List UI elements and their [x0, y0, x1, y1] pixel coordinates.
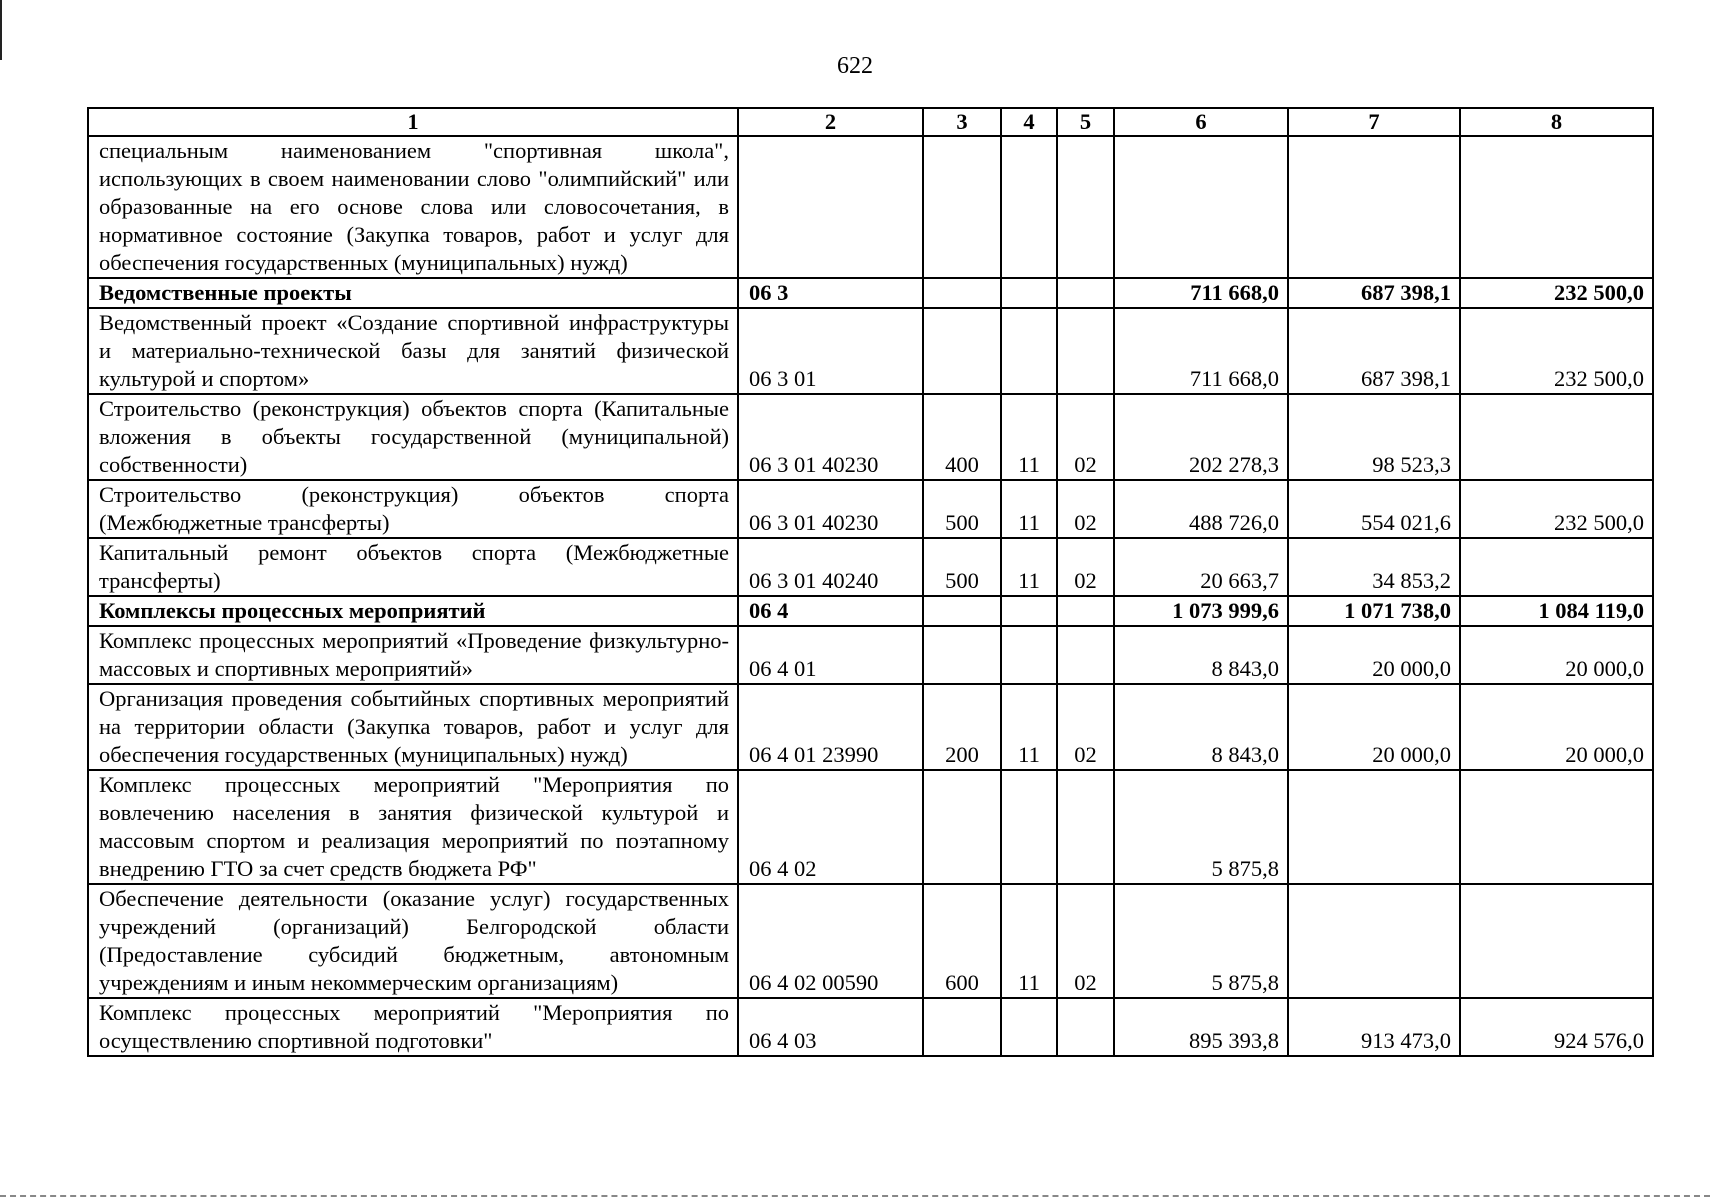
table-row-section [88, 596, 1653, 626]
section-cell [1001, 770, 1057, 884]
amount-year2-cell: 20 000,0 [1288, 626, 1460, 684]
section-cell: 11 [1001, 884, 1057, 998]
amount-year2-cell: 98 523,3 [1288, 394, 1460, 480]
section-cell [1001, 136, 1057, 278]
amount-year3-cell [1460, 538, 1653, 596]
item-name-cell: Строительство (реконструкция) объектов спорта (Капитальные вложения в объекты государственной (муниципальной) собственности) [88, 394, 738, 480]
amount-year3-cell: 1 084 119,0 [1460, 596, 1653, 626]
expense-type-cell [923, 308, 1001, 394]
table-row [88, 480, 1653, 538]
amount-year1-cell: 20 663,7 [1114, 538, 1288, 596]
column-header-5: 5 [1057, 108, 1114, 136]
subsection-cell [1057, 278, 1114, 308]
amount-year1-cell: 8 843,0 [1114, 626, 1288, 684]
amount-year3-cell: 20 000,0 [1460, 626, 1653, 684]
amount-year2-cell: 687 398,1 [1288, 308, 1460, 394]
expense-type-cell: 600 [923, 884, 1001, 998]
amount-year1-cell: 711 668,0 [1114, 278, 1288, 308]
subsection-cell [1057, 308, 1114, 394]
expense-type-cell [923, 596, 1001, 626]
item-name-cell: Строительство (реконструкция) объектов спорта (Межбюджетные трансферты) [88, 480, 738, 538]
amount-year2-cell: 554 021,6 [1288, 480, 1460, 538]
item-name-cell: специальным наименованием "спортивная школа", использующих в своем наименовании слово "олимпийский" или образованные на его основе слова или словосочетания, в нормативное состояние (Закупка товаров, работ и услуг для обеспечения государственных (муниципальных) нужд) [88, 136, 738, 278]
section-cell: 11 [1001, 480, 1057, 538]
column-header-3: 3 [923, 108, 1001, 136]
amount-year2-cell: 687 398,1 [1288, 278, 1460, 308]
amount-year2-cell: 1 071 738,0 [1288, 596, 1460, 626]
code-cell: 06 3 01 [738, 308, 923, 394]
code-cell: 06 4 01 23990 [738, 684, 923, 770]
column-header-2: 2 [738, 108, 923, 136]
code-cell: 06 3 01 40240 [738, 538, 923, 596]
table-body [88, 136, 1653, 1056]
amount-year1-cell: 5 875,8 [1114, 884, 1288, 998]
section-cell: 11 [1001, 684, 1057, 770]
expense-type-cell: 200 [923, 684, 1001, 770]
expense-type-cell: 400 [923, 394, 1001, 480]
amount-year1-cell: 711 668,0 [1114, 308, 1288, 394]
scan-edge-line [0, 1195, 1710, 1197]
amount-year2-cell: 34 853,2 [1288, 538, 1460, 596]
amount-year1-cell: 895 393,8 [1114, 998, 1288, 1056]
page-number: 622 [837, 53, 873, 79]
table-row [88, 626, 1653, 684]
item-name-cell: Комплекс процессных мероприятий "Мероприятия по вовлечению населения в занятия физической культурой и массовым спортом и реализация мероприятий по поэтапному внедрению ГТО за счет средств бюджета РФ" [88, 770, 738, 884]
expense-type-cell: 500 [923, 480, 1001, 538]
amount-year3-cell: 924 576,0 [1460, 998, 1653, 1056]
item-name-cell: Ведомственный проект «Создание спортивной инфраструктуры и материально-технической базы для занятий физической культурой и спортом» [88, 308, 738, 394]
subsection-cell [1057, 626, 1114, 684]
subsection-cell: 02 [1057, 394, 1114, 480]
table-row [88, 884, 1653, 998]
expense-type-cell [923, 278, 1001, 308]
subsection-cell [1057, 596, 1114, 626]
subsection-cell [1057, 136, 1114, 278]
section-cell: 11 [1001, 394, 1057, 480]
code-cell: 06 4 [738, 596, 923, 626]
subsection-cell [1057, 770, 1114, 884]
item-name-cell: Комплексы процессных мероприятий [88, 596, 738, 626]
page-edge-line [0, 0, 2, 60]
expense-type-cell [923, 998, 1001, 1056]
table-row [88, 136, 1653, 278]
section-cell [1001, 308, 1057, 394]
amount-year1-cell: 1 073 999,6 [1114, 596, 1288, 626]
item-name-cell: Комплекс процессных мероприятий "Мероприятия по осуществлению спортивной подготовки" [88, 998, 738, 1056]
table-row [88, 308, 1653, 394]
amount-year3-cell: 232 500,0 [1460, 278, 1653, 308]
amount-year3-cell [1460, 770, 1653, 884]
table-row [88, 770, 1653, 884]
table-row [88, 394, 1653, 480]
section-cell [1001, 278, 1057, 308]
section-cell: 11 [1001, 538, 1057, 596]
item-name-cell: Обеспечение деятельности (оказание услуг) государственных учреждений (организаций) Белгородской области (Предоставление субсидий бюджетным, автономным учреждениям и иным некоммерческим организациям) [88, 884, 738, 998]
section-cell [1001, 626, 1057, 684]
item-name-cell: Комплекс процессных мероприятий «Проведение физкультурно-массовых и спортивных мероприятий» [88, 626, 738, 684]
amount-year1-cell: 202 278,3 [1114, 394, 1288, 480]
column-header-8: 8 [1460, 108, 1653, 136]
expense-type-cell [923, 136, 1001, 278]
column-header-1: 1 [88, 108, 738, 136]
expense-type-cell [923, 770, 1001, 884]
column-header-4: 4 [1001, 108, 1057, 136]
amount-year2-cell: 913 473,0 [1288, 998, 1460, 1056]
column-header-7: 7 [1288, 108, 1460, 136]
code-cell: 06 3 01 40230 [738, 480, 923, 538]
amount-year3-cell [1460, 394, 1653, 480]
amount-year1-cell [1114, 136, 1288, 278]
amount-year2-cell [1288, 884, 1460, 998]
amount-year3-cell: 232 500,0 [1460, 480, 1653, 538]
section-cell [1001, 998, 1057, 1056]
code-cell: 06 3 01 40230 [738, 394, 923, 480]
subsection-cell: 02 [1057, 884, 1114, 998]
budget-table [87, 107, 1654, 1057]
subsection-cell: 02 [1057, 538, 1114, 596]
code-cell: 06 4 02 [738, 770, 923, 884]
item-name-cell: Капитальный ремонт объектов спорта (Межбюджетные трансферты) [88, 538, 738, 596]
item-name-cell: Ведомственные проекты [88, 278, 738, 308]
amount-year3-cell [1460, 884, 1653, 998]
amount-year2-cell [1288, 770, 1460, 884]
section-cell [1001, 596, 1057, 626]
column-header-6: 6 [1114, 108, 1288, 136]
code-cell: 06 3 [738, 278, 923, 308]
table-row [88, 684, 1653, 770]
expense-type-cell: 500 [923, 538, 1001, 596]
code-cell [738, 136, 923, 278]
code-cell: 06 4 02 00590 [738, 884, 923, 998]
item-name-cell: Организация проведения событийных спортивных мероприятий на территории области (Закупка товаров, работ и услуг для обеспечения государственных (муниципальных) нужд) [88, 684, 738, 770]
table-row-section [88, 278, 1653, 308]
code-cell: 06 4 03 [738, 998, 923, 1056]
subsection-cell [1057, 998, 1114, 1056]
amount-year2-cell [1288, 136, 1460, 278]
amount-year1-cell: 8 843,0 [1114, 684, 1288, 770]
subsection-cell: 02 [1057, 480, 1114, 538]
amount-year1-cell: 5 875,8 [1114, 770, 1288, 884]
amount-year3-cell: 20 000,0 [1460, 684, 1653, 770]
amount-year1-cell: 488 726,0 [1114, 480, 1288, 538]
amount-year3-cell [1460, 136, 1653, 278]
expense-type-cell [923, 626, 1001, 684]
table-row [88, 998, 1653, 1056]
amount-year3-cell: 232 500,0 [1460, 308, 1653, 394]
table-row [88, 538, 1653, 596]
subsection-cell: 02 [1057, 684, 1114, 770]
code-cell: 06 4 01 [738, 626, 923, 684]
table-header-row [88, 108, 1653, 136]
amount-year2-cell: 20 000,0 [1288, 684, 1460, 770]
